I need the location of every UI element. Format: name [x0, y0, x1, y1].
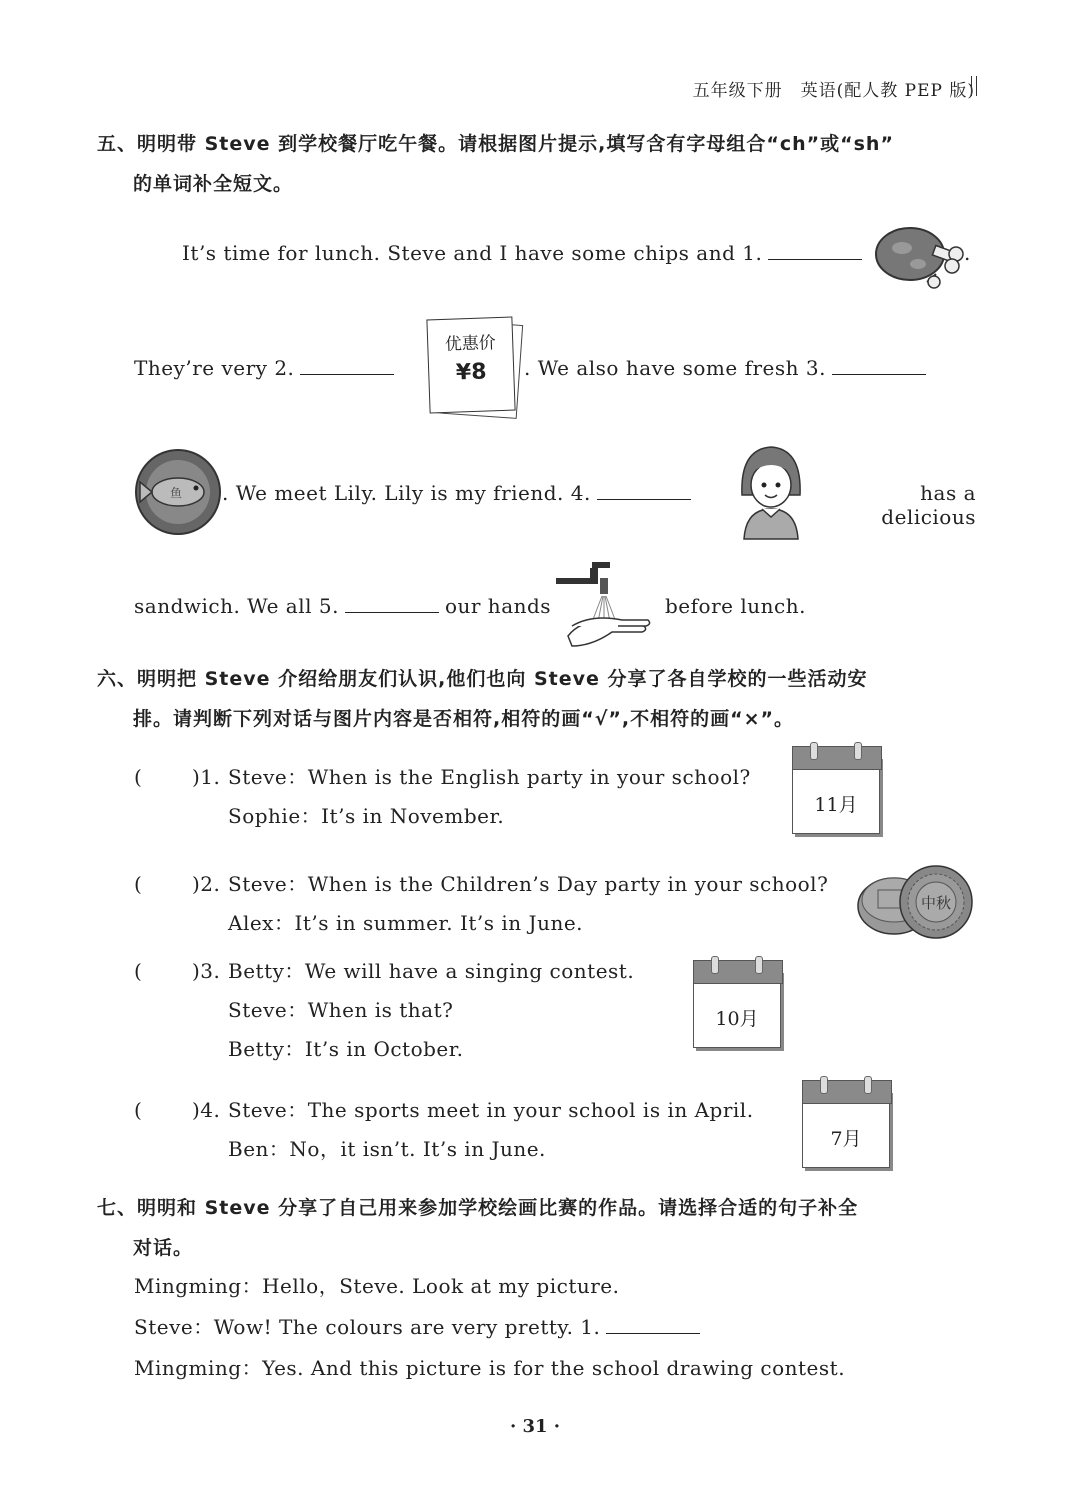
dialogue-line: Ben：No，it isn’t. It’s in June.	[228, 1137, 546, 1161]
page-number: · 31 ·	[509, 1416, 561, 1437]
section5-line1-text: It’s time for lunch. Steve and I have some chips and 1.	[182, 241, 763, 265]
calendar-top	[792, 746, 882, 770]
section5-title	[97, 124, 987, 204]
mooncake-icon	[854, 862, 976, 942]
blank-5[interactable]	[345, 594, 439, 613]
calendar-ring	[864, 1076, 872, 1094]
dialogue-line: Steve：When is the Children’s Day party in your school?	[228, 872, 829, 896]
price-tag-image	[428, 318, 520, 414]
dialogue-line: Steve：When is that?	[228, 998, 454, 1022]
section5-title-line2: 的单词补全短文。	[133, 173, 294, 195]
section6-title	[97, 659, 987, 739]
dialogue-line: Alex：It’s in summer. It’s in June.	[228, 911, 584, 935]
item-number-4: )4.	[192, 1098, 221, 1122]
fish-plate-icon	[134, 448, 222, 536]
calendar-month: 7月	[830, 1128, 862, 1150]
s7-line-1: Mingming：Hello，Steve. Look at my picture.	[134, 1274, 620, 1298]
section5-line2b-text: . We also have some fresh 3.	[524, 356, 826, 380]
washing-hands-icon	[552, 560, 658, 652]
s7-line-3: Mingming：Yes. And this picture is for the school drawing contest.	[134, 1356, 846, 1380]
section7-title	[97, 1188, 987, 1268]
section7-title-line2: 对话。	[133, 1237, 194, 1259]
mooncake-text: 中秋	[920, 894, 952, 912]
calendar-ring	[810, 742, 818, 760]
calendar-ring	[854, 742, 862, 760]
section7-title-line1: 七、明明和 Steve 分享了自己用来参加学校绘画比赛的作品。请选择合适的句子补全	[97, 1197, 859, 1219]
calendar-month: 11月	[814, 794, 858, 816]
s7-blank-1[interactable]	[606, 1315, 700, 1334]
calendar-top	[802, 1080, 892, 1104]
price-tag-front	[426, 317, 515, 414]
section5-title-line1: 五、明明带 Steve 到学校餐厅吃午餐。请根据图片提示,填写含有字母组合“ch”或“sh”	[97, 133, 894, 155]
calendar-month: 10月	[715, 1008, 759, 1030]
section5-line2a	[134, 356, 400, 380]
header-divider	[971, 76, 977, 96]
blank-4[interactable]	[597, 481, 691, 500]
section5-line4a-text: sandwich. We all 5.	[134, 594, 339, 618]
dialogue-line: Steve：The sports meet in your school is in April.	[228, 1098, 754, 1122]
section5-line3a	[222, 481, 697, 505]
girl-icon	[736, 443, 806, 541]
blank-3[interactable]	[832, 356, 926, 375]
dialogue-line: Betty：It’s in October.	[228, 1037, 464, 1061]
dialogue-line: Betty：We will have a singing contest.	[228, 959, 635, 983]
plate-text: 鱼	[170, 486, 183, 500]
calendar-november	[792, 746, 880, 834]
chicken-leg-icon	[872, 212, 968, 292]
dialogue-line: Steve：When is the English party in your school?	[228, 765, 751, 789]
section5-line3b: has a delicious	[881, 481, 976, 529]
answer-paren-1[interactable]: (	[134, 765, 143, 789]
section5-line4c: before lunch.	[665, 594, 806, 618]
item-number-1: )1.	[192, 765, 221, 789]
price-tag-label: 优惠价	[444, 333, 497, 355]
running-header: 五年级下册 英语(配人教 PEP 版)	[692, 81, 975, 101]
section5-line1	[182, 241, 868, 265]
calendar-top	[693, 960, 783, 984]
calendar-october	[693, 960, 781, 1048]
answer-paren-2[interactable]: (	[134, 872, 143, 896]
section5-line3a-text: . We meet Lily. Lily is my friend. 4.	[222, 481, 591, 505]
item-number-3: )3.	[192, 959, 221, 983]
section5-line4a	[134, 594, 551, 618]
calendar-ring	[711, 956, 719, 974]
section6-title-line1: 六、明明把 Steve 介绍给朋友们认识,他们也向 Steve 分享了各自学校的一些活动安	[97, 668, 868, 690]
s7-line-2	[134, 1315, 706, 1339]
calendar-july	[802, 1080, 890, 1168]
section6-title-line2: 排。请判断下列对话与图片内容是否相符,相符的画“√”,不相符的画“×”。	[133, 708, 794, 730]
calendar-ring	[755, 956, 763, 974]
blank-2[interactable]	[300, 356, 394, 375]
answer-paren-3[interactable]: (	[134, 959, 143, 983]
section5-line2b	[524, 356, 932, 380]
period-1: .	[964, 241, 971, 265]
answer-paren-4[interactable]: (	[134, 1098, 143, 1122]
section5-line2a-text: They’re very 2.	[134, 356, 295, 380]
dialogue-line: Sophie：It’s in November.	[228, 804, 505, 828]
s7-line-2-text: Steve：Wow! The colours are very pretty. 1.	[134, 1315, 601, 1339]
blank-1[interactable]	[768, 241, 862, 260]
price-tag-price: ¥8	[455, 359, 488, 386]
item-number-2: )2.	[192, 872, 221, 896]
section5-line4b-text: our hands	[444, 594, 552, 618]
calendar-ring	[820, 1076, 828, 1094]
